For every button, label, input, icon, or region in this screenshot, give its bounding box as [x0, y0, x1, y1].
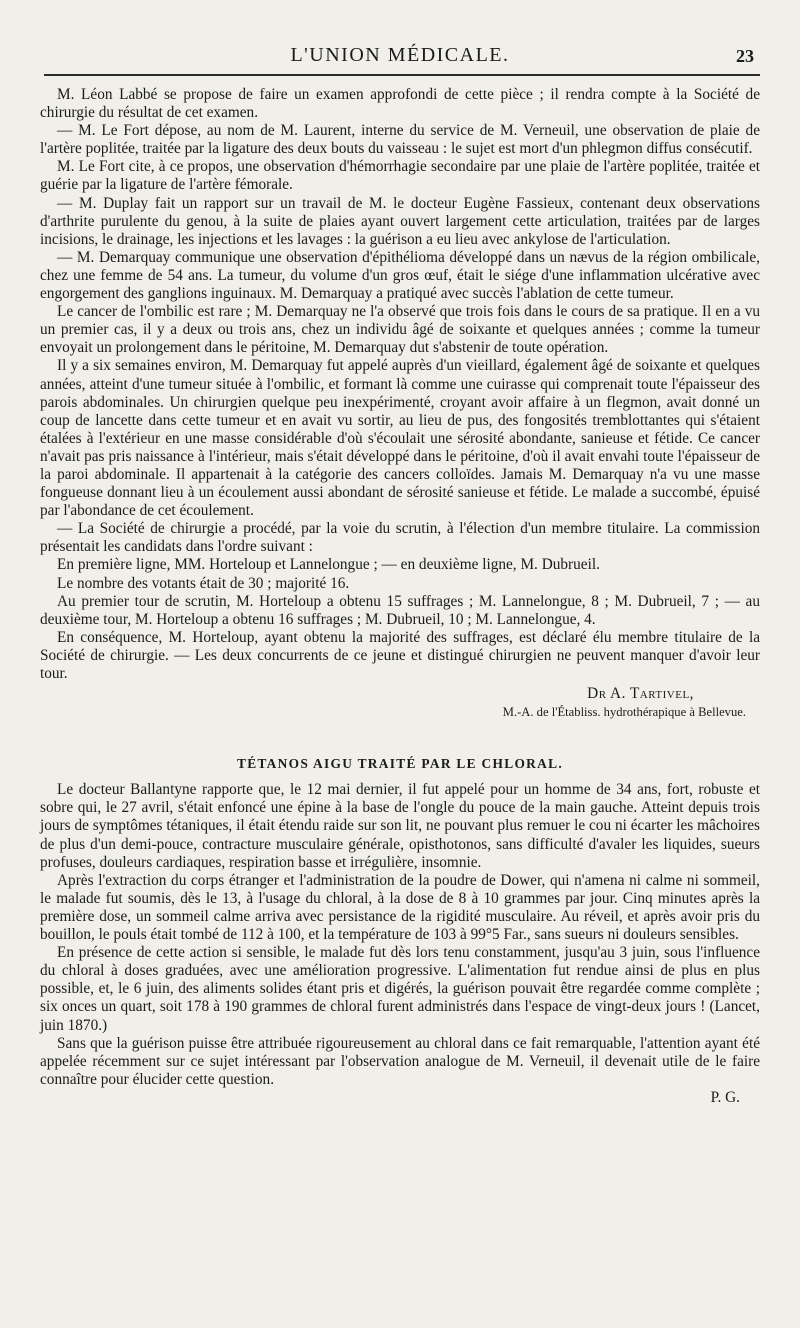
header-rule	[44, 74, 760, 76]
running-title: L'UNION MÉDICALE.	[290, 44, 510, 66]
article-paragraph: Sans que la guérison puisse être attribuée rigoureusement au chloral dans ce fait remarquable, l'attention ayant été appelée récemment sur ce sujet intéressant par l'observation analogue de M. Verneuil, il devenait utile de le faire connaître pour élucider cette question.	[40, 1034, 760, 1088]
paragraph: — M. Le Fort dépose, au nom de M. Laurent, interne du service de M. Verneuil, une observation de plaie de l'artère poplitée, traitée par la ligature des deux bouts du vaisseau : le sujet est mort d'un phlegmon diffus consécutif.	[40, 122, 760, 158]
paragraph: — M. Demarquay communique une observation d'épithélioma développé dans un nævus de la région ombilicale, chez une femme de 54 ans. La tumeur, du volume d'un gros œuf, était le siége d'une inflammation ulcérative avec engorgement des ganglions inguinaux. M. Demarquay a pratiqué avec succès l'ablation de cette tumeur.	[40, 248, 760, 303]
paragraph: En conséquence, M. Horteloup, ayant obtenu la majorité des suffrages, est déclaré élu membre titulaire de la Société de chirurgie. — Les deux concurrents de ce jeune et distingué chirurgien ne peuvent manquer d'avoir leur tour.	[40, 628, 760, 682]
paragraph: — La Société de chirurgie a procédé, par la voie du scrutin, à l'élection d'un membre titulaire. La commission présentait les candidats dans l'ordre suivant :	[40, 520, 760, 556]
article-paragraph: Après l'extraction du corps étranger et l'administration de la poudre de Dower, qui n'amena ni calme ni sommeil, le malade fut soumis, dès le 13, à l'usage du chloral, à la dose de 8 à 10 grammes par jour. Cinq minutes après la première dose, un sommeil calme arriva avec persistance de la rigidité musculaire. Au réveil, et après avoir pris du bouillon, le pouls était tombé de 112 à 100, et la température de 103 à 99°5 Far., sans sueurs ni douleurs sensibles.	[40, 871, 760, 944]
paragraph: M. Léon Labbé se propose de faire un examen approfondi de cette pièce ; il rendra compte à la Société de chirurgie du résultat de cet examen.	[40, 86, 760, 122]
article-title: TÉTANOS AIGU TRAITÉ PAR LE CHLORAL.	[236, 756, 563, 772]
paragraph: M. Le Fort cite, à ce propos, une observation d'hémorrhagie secondaire par une plaie de l'artère poplitée, traitée et guérie par la ligature de l'artère fémorale.	[40, 158, 760, 194]
paragraph: Le nombre des votants était de 30 ; majorité 16.	[57, 574, 350, 592]
article-initials: P. G.	[710, 1088, 740, 1106]
paragraph: Le cancer de l'ombilic est rare ; M. Demarquay ne l'a observé que trois fois dans le cours de sa pratique. Il en a vu un premier cas, il y a deux ou trois ans, chez un individu âgé de soixante et quelques années ; comme la tumeur envoyait un prolongement dans le péritoine, M. Demarquay dut s'abstenir de toute opération.	[40, 303, 760, 357]
page-header	[40, 38, 760, 72]
article-paragraph: Le docteur Ballantyne rapporte que, le 12 mai dernier, il fut appelé pour un homme de 34 ans, fort, robuste et sobre qui, le 27 avril, s'était enfoncé une épine à la base de l'ongle du pouce de la main gauche. Atteint depuis trois jours de symptômes tétaniques, il était étendu raide sur son lit, ne pouvant plus remuer le cou ni écarter les mâchoires de plus d'un demi-pouce, contracture musculaire générale, opisthotonos, sans difficulté d'avaler les liquides, sueurs profuses, douleurs cardiaques, respiration basse et irrégulière, insomnie.	[40, 781, 760, 871]
paragraph: Il y a six semaines environ, M. Demarquay fut appelé auprès d'un vieillard, également âgé de soixante et quelques années, atteint d'une tumeur située à l'ombilic, et formant là comme une cuirasse qui comprenait toute l'épaisseur des parois abdominales. Un chirurgien quelque peu inexpérimenté, croyant avoir affaire à un flegmon, avait donné un coup de lancette dans cette tumeur et en avait vu sortir, au lieu de pus, des fongosités tremblottantes qui s'étaient étalées à l'extérieur en une masse considérable d'où s'écoulait une sérosité abondante, sanieuse et fétide. Ce cancer n'avait pas pris naissance à l'intérieur, mais s'était développé dans le péritoine, d'où il avait envahi toute l'épaisseur de la paroi abdominale. Il appartenait à la catégorie des cancers colloïdes. Jamais M. Demarquay n'a vu une masse fongueuse donnant lieu à un écoulement aussi abondant de sérosité sanieuse et fétide. Le malade a succombé, épuisé par l'abondance de cet écoulement.	[40, 357, 760, 520]
signature-name: Dr A. Tartivel,	[587, 685, 694, 703]
signature	[40, 685, 760, 703]
page-number: 23	[736, 46, 754, 66]
signature-affiliation: M.-A. de l'Établiss. hydrothérapique à Bellevue.	[502, 705, 746, 720]
paragraph: Au premier tour de scrutin, M. Horteloup a obtenu 15 suffrages ; M. Lannelongue, 8 ; M. Dubrueil, 7 ; — au deuxième tour, M. Horteloup a obtenu 16 suffrages ; M. Dubrueil, 10 ; M. Lannelongue, 4.	[40, 592, 760, 628]
page-body	[40, 86, 760, 1107]
paragraph: — M. Duplay fait un rapport sur un travail de M. le docteur Eugène Fassieux, contenant deux observations d'arthrite purulente du genou, à la suite de plaies ayant ouvert largement cette articulation, traitées par de larges incisions, le drainage, les injections et les lavages : la guérison a eu lieu avec ankylose de l'articulation.	[40, 194, 760, 248]
paragraph: En première ligne, MM. Horteloup et Lannelongue ; — en deuxième ligne, M. Dubrueil.	[57, 556, 600, 574]
article-paragraph: En présence de cette action si sensible, le malade fut dès lors tenu constamment, jusqu'au 3 juin, sous l'influence du chloral à doses graduées, avec une amélioration progressive. L'alimentation fut rendue ainsi de plus en plus possible, et, le 6 juin, des aliments solides étant pris et digérés, la guérison pouvait être regardée comme complète ; six onces un quart, soit 178 à 190 grammes de chloral furent administrés dans l'espace de vingt-deux jours ! (Lancet, juin 1870.)	[40, 944, 760, 1034]
